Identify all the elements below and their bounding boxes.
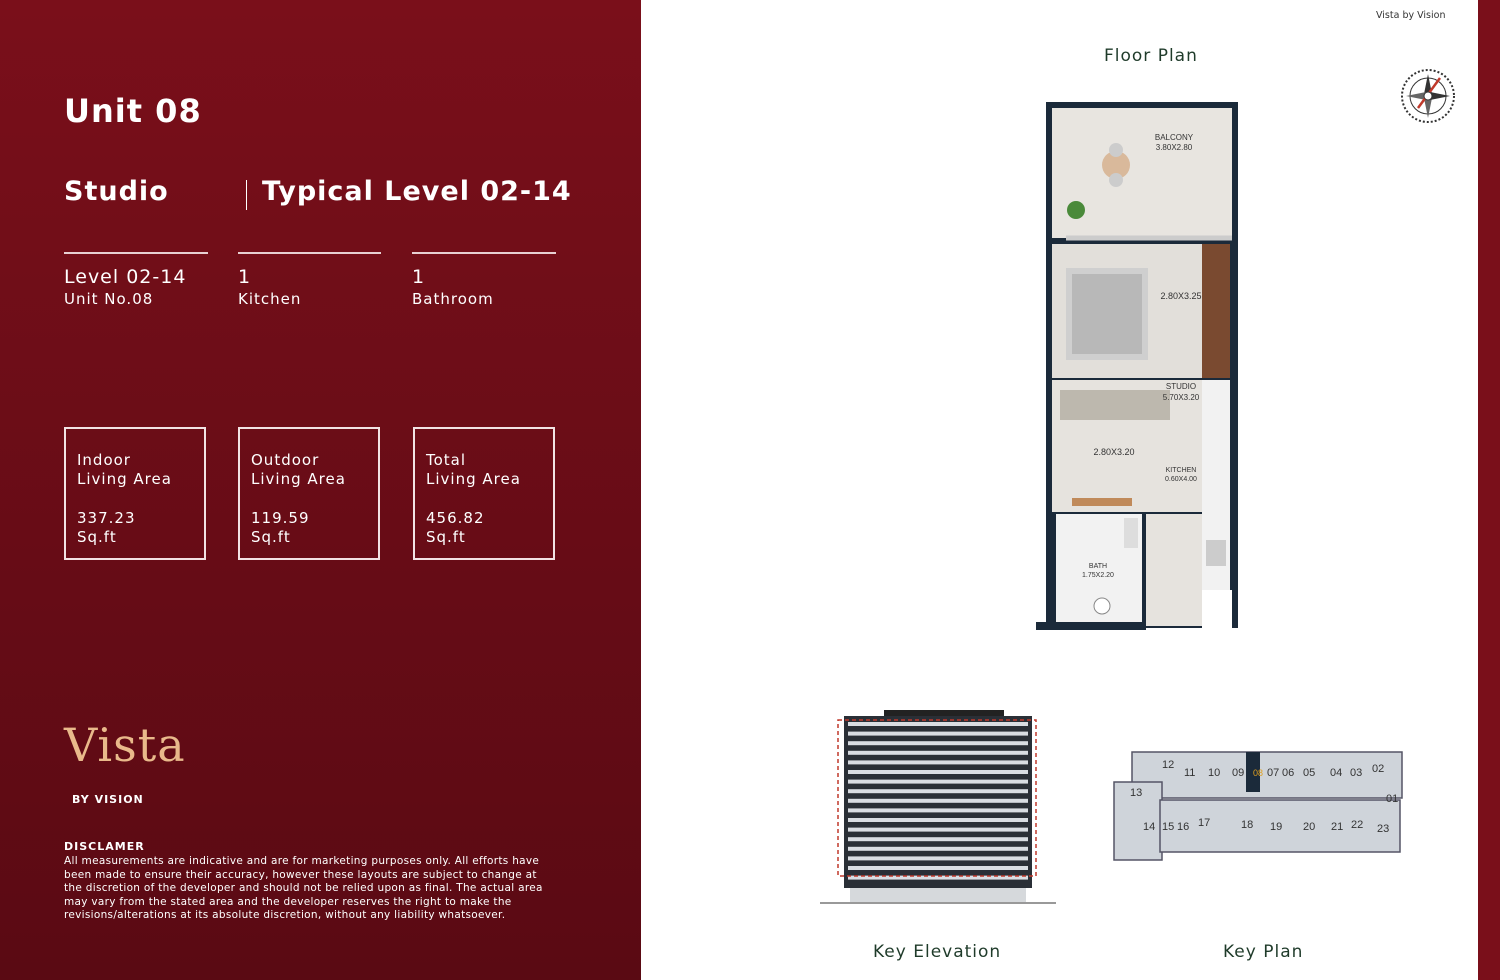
floor-stripe <box>848 741 1028 745</box>
floor-stripe <box>848 789 1028 793</box>
key-plan-unit-10: 10 <box>1208 767 1221 779</box>
floor-stripe <box>848 837 1028 841</box>
stove-icon <box>1206 540 1226 566</box>
floor-stripe <box>848 818 1028 822</box>
key-plan-unit-14: 14 <box>1143 821 1156 833</box>
key-plan-unit-22: 22 <box>1351 819 1364 831</box>
info-label: Kitchen <box>238 290 302 308</box>
info-level <box>64 252 208 308</box>
key-plan-unit-21: 21 <box>1331 821 1344 833</box>
floor-stripe <box>848 722 1028 726</box>
key-plan-unit-15: 15 <box>1162 821 1175 833</box>
wardrobe <box>1202 244 1230 378</box>
key-plan-unit-09: 09 <box>1232 767 1245 779</box>
floor-stripe <box>848 828 1028 832</box>
area-label: Total <box>426 451 467 469</box>
disclaimer-heading: DISCLAMER <box>64 840 145 853</box>
key-plan-unit-04: 04 <box>1330 767 1343 779</box>
area-label: Outdoor <box>251 451 320 469</box>
info-bathroom <box>412 252 556 308</box>
info-label: Unit No.08 <box>64 290 154 308</box>
area-label: Indoor <box>77 451 131 469</box>
area-label: Living Area <box>251 470 346 488</box>
key-plan-unit-17: 17 <box>1198 817 1211 829</box>
compass-icon <box>1396 64 1460 128</box>
logo-subtitle: BY VISION <box>72 793 144 806</box>
total-area-box <box>413 427 555 560</box>
info-value: 1 <box>238 266 252 288</box>
floor-stripe <box>848 751 1028 755</box>
floor-stripe <box>848 732 1028 736</box>
key-plan-unit-05: 05 <box>1303 767 1316 779</box>
unit-title: Unit 08 <box>64 92 202 130</box>
info-label: Bathroom <box>412 290 494 308</box>
toilet-icon <box>1094 598 1110 614</box>
key-plan-unit-06: 06 <box>1282 767 1295 779</box>
plant-icon <box>1067 201 1085 219</box>
bath-label: BATH <box>1088 563 1108 570</box>
info-value: Level 02-14 <box>64 266 187 288</box>
level-title: Typical Level 02-14 <box>262 176 572 207</box>
key-plan-unit-07: 07 <box>1267 767 1280 779</box>
floor-stripe <box>848 780 1028 784</box>
studio-label: STUDIO <box>1165 382 1197 391</box>
vista-logo: Vista <box>64 718 186 772</box>
key-plan-unit-16: 16 <box>1177 821 1190 833</box>
area-value: 337.23 <box>77 509 136 527</box>
balcony-label: BALCONY <box>1154 133 1194 142</box>
floor-stripe <box>848 760 1028 764</box>
area-value: 119.59 <box>251 509 310 527</box>
title-separator <box>246 180 247 210</box>
key-plan-title: Key Plan <box>1223 942 1304 962</box>
key-plan-unit-18: 18 <box>1241 819 1254 831</box>
key-plan-unit-02: 02 <box>1372 763 1385 775</box>
floor-stripe <box>848 866 1028 870</box>
area-label: Living Area <box>77 470 172 488</box>
area-value: 456.82 <box>426 509 485 527</box>
floor-stripe <box>848 847 1028 851</box>
disclaimer-text: All measurements are indicative and are for marketing purposes only. All efforts have been made to ensure their accuracy, however these layouts are subject to change at the discretion of the developer and should not be relied upon as final. The actual area may vary from the stated area and the developer reserves the right to make the revisions/alterations at its absolute discretion, without any liability whatsoever. <box>64 855 543 922</box>
key-plan-unit-23: 23 <box>1377 823 1390 835</box>
floor-stripe <box>848 856 1028 860</box>
floor-stripe <box>848 770 1028 774</box>
balcony-room <box>1052 108 1232 238</box>
floor-plan-title: Floor Plan <box>1104 46 1198 66</box>
key-plan-unit-20: 20 <box>1303 821 1316 833</box>
key-plan-unit-08: 08 <box>1253 768 1264 778</box>
area-unit: Sq.ft <box>426 528 466 546</box>
unit-type: Studio <box>64 176 169 207</box>
floor-stripe <box>848 799 1028 803</box>
key-plan-unit-13: 13 <box>1130 787 1143 799</box>
area-unit: Sq.ft <box>251 528 291 546</box>
right-edge-strip <box>1478 0 1500 980</box>
living-dim: 2.80X3.20 <box>1093 447 1135 457</box>
balcony-dim: 3.80X2.80 <box>1155 143 1193 152</box>
kitchen-dim: 0.60X4.00 <box>1165 476 1197 483</box>
sofa <box>1060 390 1170 420</box>
kitchen-label: KITCHEN <box>1165 467 1197 474</box>
floor-plan-drawing <box>1036 100 1246 632</box>
tv-unit <box>1072 498 1132 506</box>
key-elevation-drawing <box>820 708 1060 908</box>
key-plan-unit-12: 12 <box>1162 759 1175 771</box>
key-plan-unit-01: 01 <box>1386 793 1399 805</box>
area-unit: Sq.ft <box>77 528 117 546</box>
key-plan-unit-11: 11 <box>1184 767 1196 779</box>
floor-stripe <box>848 808 1028 812</box>
left-panel <box>0 0 641 980</box>
info-kitchen <box>238 252 381 308</box>
outdoor-area-box <box>238 427 380 560</box>
key-elevation-title: Key Elevation <box>873 942 1002 962</box>
brand-label: Vista by Vision <box>1376 10 1446 21</box>
key-plan-unit-03: 03 <box>1350 767 1363 779</box>
key-plan-unit-19: 19 <box>1270 821 1283 833</box>
bed-dim: 2.80X3.25 <box>1160 291 1202 301</box>
area-label: Living Area <box>426 470 521 488</box>
info-value: 1 <box>412 266 426 288</box>
indoor-area-box <box>64 427 206 560</box>
studio-dim: 5.70X3.20 <box>1162 393 1200 402</box>
key-plan-drawing <box>1110 748 1406 866</box>
bath-dim: 1.75X2.20 <box>1082 572 1114 579</box>
